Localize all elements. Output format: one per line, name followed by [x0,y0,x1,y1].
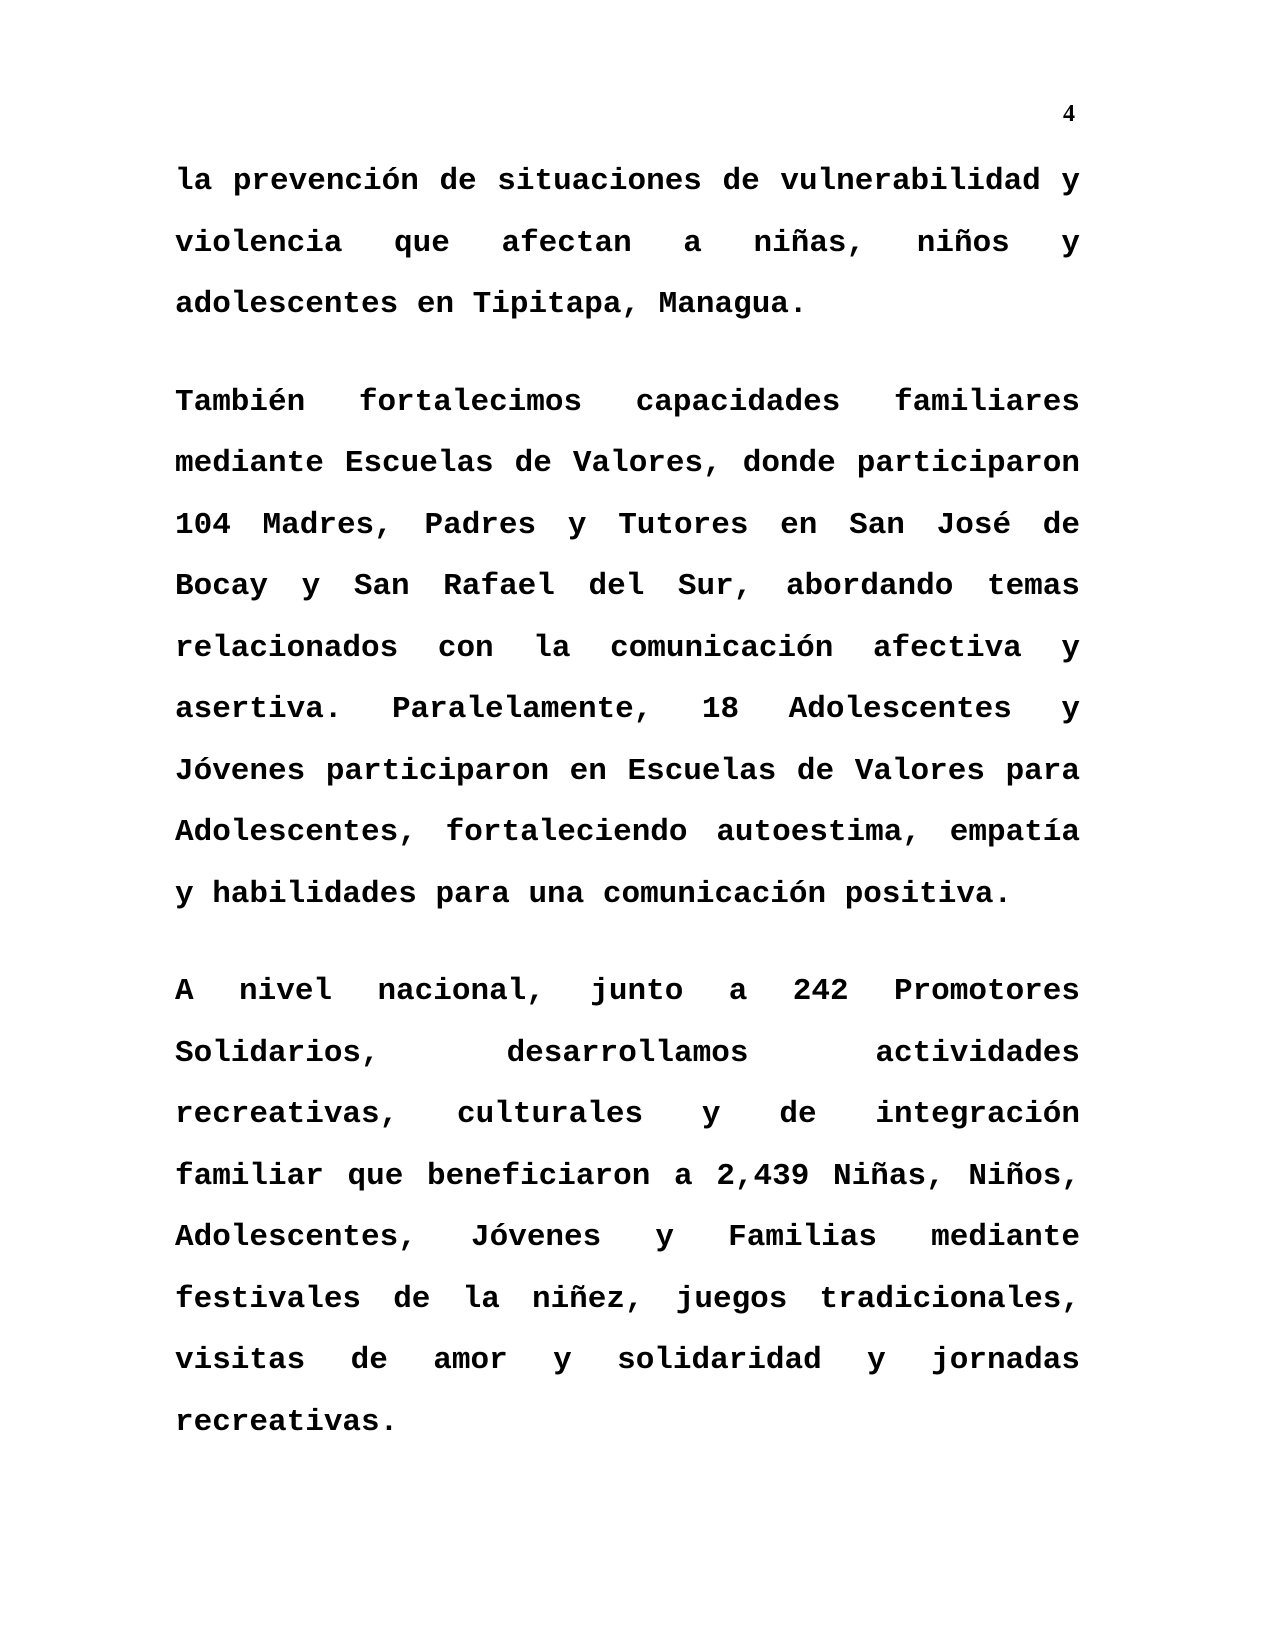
paragraph-prevencion: la prevención de situaciones de vulnerabilidad y violencia que afectan a niñas, niños y adolescentes en Tipitapa, Managua. [175,164,1080,322]
paragraph-promotores-solidarios: A nivel nacional, junto a 242 Promotores Solidarios, desarrollamos actividades recreativas, culturales y de integración familiar que beneficiaron a 2,439 Niñas, Niños, Adolescentes, Jóvenes y Familias mediante festivales de la niñez, juegos tradicionales, visitas de amor y solidaridad y jornadas recreativas. [175,974,1080,1440]
paragraph-escuelas-de-valores: También fortalecimos capacidades familiares mediante Escuelas de Valores, donde participaron 104 Madres, Padres y Tutores en San José de Bocay y San Rafael del Sur, abordando temas relacionados con la comunicación afectiva y asertiva. Paralelamente, 18 Adolescentes y Jóvenes participaron en Escuelas de Valores para Adolescentes, fortaleciendo autoestima, empatía y habilidades para una comunicación positiva. [175,384,1080,912]
document-body [175,151,1080,1453]
page-number: 4 [1063,101,1075,127]
